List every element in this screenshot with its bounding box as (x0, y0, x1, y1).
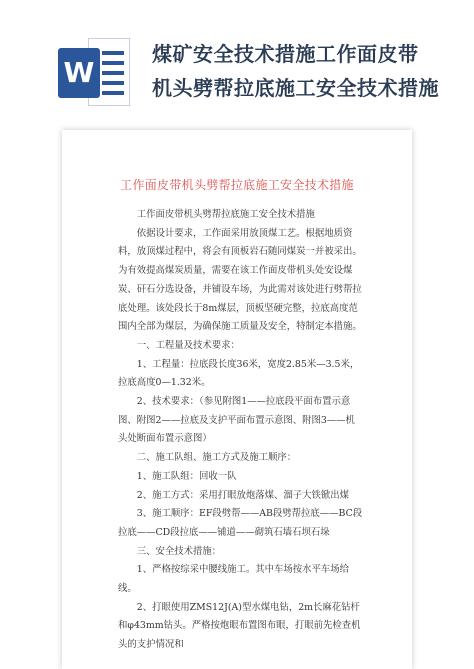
paragraph: 二、施工队组、施工方式及施工顺序： (136, 452, 297, 464)
paragraph: 三、安全技术措施： (136, 545, 222, 557)
banner-title-line1: 煤矿安全技术措施工作面皮带 (152, 42, 419, 66)
paragraph: 2、技术要求：（参见附图1——拉底段平面布置示意图、附图2——拉底及支护平面布置示意图、附图3——机头处断面布置示意图） (118, 396, 355, 445)
paragraph: 2、打眼使用ZMS12J(A)型水煤电钻，2m长麻花钻杆和φ43mm钻头。严格按炮眼布置图布眼，打眼前先检查机头的支护情况和 (118, 601, 361, 651)
paragraph: 3、施工顺序：EF段劈帮——AB段劈帮拉底——BC段拉底——CD段拉底——铺道——砌筑石墙石坝石垛 (118, 508, 363, 538)
document-heading: 工作面皮带机头劈帮拉底施工安全技术措施 (120, 178, 354, 192)
word-w-glyph: W (63, 56, 95, 89)
word-tile (58, 48, 100, 98)
paragraph: 1、施工队组：回收一队 (136, 470, 237, 482)
paragraph: 1、工程量：拉底段长度36米，宽度2.85米—3.5米，拉底高度0—1.32米。 (118, 358, 360, 389)
paragraph: 1、严格按综采中腰线施工。其中车场按水平车场给线。 (118, 564, 350, 595)
banner-title-line2: 机头劈帮拉底施工安全技术措施 (152, 76, 439, 100)
paragraph: 2、施工方式：采用打眼放炮落煤、溜子大铁锨出煤 (136, 489, 350, 501)
paragraph: 一、工程量及技术要求： (136, 339, 240, 351)
banner (0, 0, 474, 118)
paragraph: 工作面皮带机头劈帮拉底施工安全技术措施 (136, 209, 315, 220)
document-body (118, 206, 364, 655)
paragraph: 依据设计要求，工作面采用放顶煤工艺。根据地质资料，放顶煤过程中，将会有顶板岩石随同煤炭一并被采出。为有效提高煤炭质量，需要在该工作面皮带机头处安设煤炭、矸石分选设备，并铺设车场，为此需对该处进行劈帮拉底处理。该处段长于8m煤层，顶板坚硬完整，拉底高度范围内全部为煤层，为确保施工质量及安全，特制定本措施。 (118, 227, 362, 333)
document-page (62, 130, 412, 669)
word-document-icon (58, 38, 132, 106)
